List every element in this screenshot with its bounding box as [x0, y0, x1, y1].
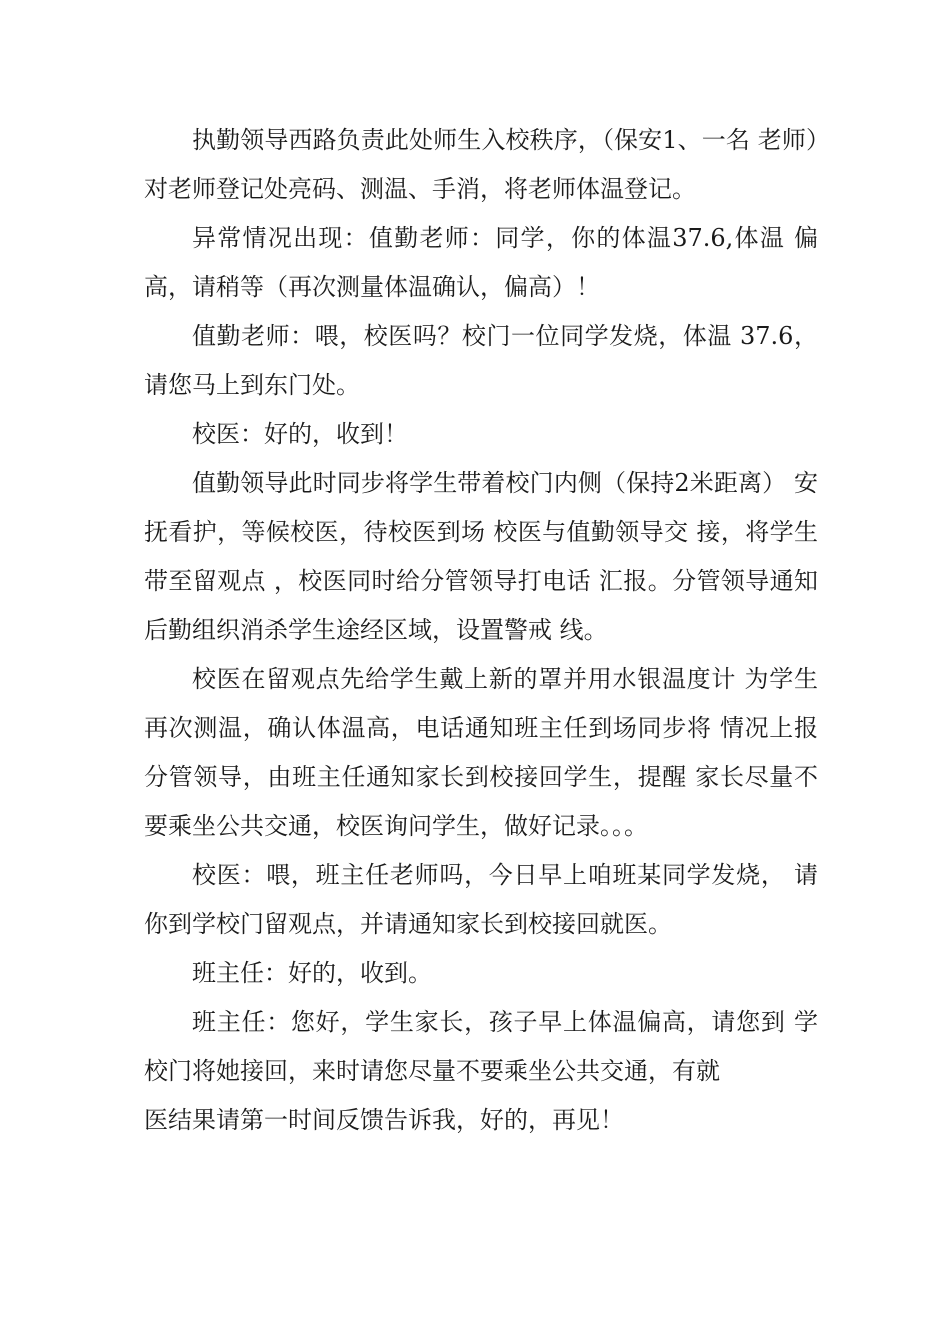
paragraph-head-teacher-reply: 班主任：好的，收到。: [192, 959, 432, 987]
paragraph-doctor-reply: 校医：好的，收到！: [192, 420, 408, 448]
paragraph-call-school-doctor: 值勤老师：喂，校医吗？校门一位同学发烧，体温 37.6，请您马上到东门处。: [144, 322, 818, 399]
paragraph-escort-student: 值勤领导此时同步将学生带着校门内侧（保持2米距离） 安抚看护，等候校医，待校医到场 校医与值勤领导交 接，将学生带至留观点 ，校医同时给分管领导打电话 汇报。分管领导通知后勤组织消杀学生途经区域，设置警戒 线。: [144, 469, 818, 644]
document-body: [144, 116, 818, 1145]
paragraph-abnormal-temperature: 异常情况出现：值勤老师：同学，你的体温37.6,体温 偏高，请稍等（再次测量体温确认，偏高）！: [144, 224, 818, 301]
paragraph-call-head-teacher: 校医：喂，班主任老师吗，今日早上咱班某同学发烧， 请你到学校门留观点，并请通知家长到校接回就医。: [144, 861, 818, 938]
paragraph-duty-arrangement: 执勤领导西路负责此处师生入校秩序，（保安1、一名 老师）对老师登记处亮码、测温、手消，将老师体温登记。: [144, 126, 818, 203]
paragraph-call-parent-continued: 医结果请第一时间反馈告诉我，好的，再见！: [144, 1106, 624, 1134]
paragraph-call-parent: 班主任：您好，学生家长，孩子早上体温偏高，请您到 学校门将她接回，来时请您尽量不要乘坐公共交通，有就: [144, 1008, 818, 1085]
paragraph-retest-and-report: 校医在留观点先给学生戴上新的罩并用水银温度计 为学生再次测温，确认体温高，电话通知班主任到场同步将 情况上报分管领导，由班主任通知家长到校接回学生，提醒 家长尽量不要乘坐公共交通，校医询问学生，做好记录。。。: [144, 665, 818, 840]
